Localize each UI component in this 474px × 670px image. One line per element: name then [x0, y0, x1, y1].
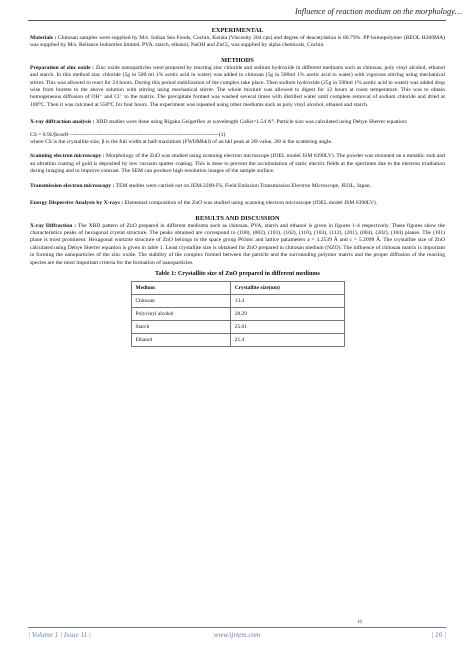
cell-medium: Ethanol	[131, 334, 230, 347]
cell-medium: Chitosan	[131, 295, 230, 308]
cell-size: 21.4	[230, 334, 344, 347]
footer-volume-issue: | Volume 1 | Issue 11 |	[28, 631, 91, 639]
equation-debye-scherrer: CS = 0.9λ/βcosΘ --------------------------------------------------------------------------------(1)	[30, 131, 226, 138]
table-caption: Table 1: Crystallite size of ZnO prepared in different mediums	[155, 269, 320, 277]
label-sem: Scanning electron microscopy :	[30, 153, 105, 160]
cell-size: 25.01	[230, 321, 344, 334]
text-eds: Elemental composition of the ZnO was studied using scanning electron microscope (JOEL model JSM 6390LV).	[123, 200, 378, 207]
text-preparation: Zinc oxide nanoparticles were prepared by reacting zinc chloride and sodium hydroxide in different mediums such as chitosan, poly vinyl alcohol, ethanol and starch. In this method zinc chloride (5g in 500 ml 1% acetic acid in water) was added to chitosan (5g in 500ml 1% acetic acid in water) with vigorous stirring using mechanical stirrer. This was allowed to react for 24 hours. During this period stabilization of the complex take place. Then sodium hydroxide (25g in 500ml 1% acetic acid in water) was added drop wise from burette to the above solution with stirring using mechanical stirrer. The whole mixture was allowed to digest for 12 hours at room temperature. This was to obtain homogeneous diffusion of OH⁻ and Cl⁻ to the matrix. The precipitate formed was washed several times with distilled water until complete removal of sodium chloride and dried at 100⁰C. Then it was calcined at 550⁰C for four hours. The experiment was repeated using other mediums such as poly vinyl alcohol, ethanol and starch.	[30, 64, 445, 108]
paragraph-preparation	[30, 65, 445, 109]
table-row	[131, 334, 344, 347]
table-row	[131, 321, 344, 334]
label-xrd-analysis: X-ray diffraction analysis :	[30, 119, 95, 126]
section-title-methods: METHODS	[221, 56, 254, 64]
paragraph-xrd-analysis	[30, 119, 445, 126]
footer-rule	[28, 627, 446, 628]
header-rule	[28, 20, 446, 21]
crystallite-size-table	[131, 281, 345, 347]
label-materials: Materials :	[30, 35, 57, 41]
text-xrd-analysis: XRD studies were done using Rigaku Geigerflex at wavelength CuKα=1.54 A⁰. Particle size was calculated using Debye Sherrer equation:	[94, 119, 408, 126]
running-title: Influence of reaction medium on the morphology…	[294, 7, 462, 16]
equation-explanation: where CS is the crystallite size, β is the full width at half-maximum (FWHMhkl) of an hkl peak at 2Θ value, 2Θ is the scattering angle.	[30, 139, 333, 146]
table-row	[131, 295, 344, 308]
paragraph-sem	[30, 153, 445, 175]
text-tem: TEM studies were carried out on JEM-2200-FS, Field Emission Transmission Electron Microscope, JEOL, Japan.	[114, 182, 371, 189]
paragraph-tem	[30, 183, 445, 190]
text-xrd-results: The XRD pattern of ZnO prepared in different mediums such as chitosan, PVA, starch and ethanol is given in figures 1-4 respectively. These figures show the characteristics peaks of hexagonal crystal structure. The peaks obtained are correspond to (100), (002), (101), (102), (110), (103), (112), (201), (004), (202), (104) planes. The (101) plane is most prominent. Hexagonal wurtzite structure of ZnO belongs to the space group P63mc and lattice parameters a = 3.2539 Å and c = 5.2098 Å. The crystallite size of ZnO calculated using Debye Sherrer equation is given in table 1. Least crystallite size is obtained for ZnO prepared in chitosan medium (NZO). The influence of chitosan matrix is important in forming the nanoparticles of the zinc oxide. The stability of the complex formed between the particle and the surrounding polymer matrix and the proper diffusion of the reacting species are the most important criteria for the formation of nanoparticles.	[30, 222, 445, 266]
paragraph-xrd-results	[30, 223, 445, 267]
paragraph-materials	[30, 35, 445, 50]
footer-page-number: | 16 |	[431, 631, 446, 639]
cell-medium: Polyvinyl alcohol	[131, 308, 230, 321]
table-row	[131, 308, 344, 321]
section-title-experimental: EXPERIMENTAL	[211, 27, 264, 34]
page-mark: 16	[357, 620, 362, 625]
label-eds: Energy Dispersive Analysis by X-rays :	[30, 200, 124, 207]
table-header-row	[131, 282, 344, 295]
cell-medium: Starch	[131, 321, 230, 334]
cell-size: 28.29	[230, 308, 344, 321]
article-body	[30, 27, 445, 347]
label-tem: Transmission electron microscopy :	[30, 182, 115, 189]
paragraph-eds	[30, 200, 445, 207]
page-footer	[28, 631, 446, 641]
section-title-results: RESULTS AND DISCUSSION	[195, 214, 280, 222]
column-header-size: Crystallite size(nm)	[230, 282, 344, 295]
cell-size: 13.4	[230, 295, 344, 308]
column-header-medium: Medium	[131, 282, 230, 295]
text-materials: Chitosan samples were supplied by M/s. Indian Sea Foods, Cochin, Kerala (Viscosity 304 cps) and degree of deacetylation is 80.79%. PP homopolymer (REOL H200MA) was supplied by M/s. Reliance Industries limited. PVA, starch, ethanol, NaOH and ZnCl₂ was supplied by alpha chemicals, Cochin.	[30, 35, 445, 49]
label-preparation: Preparation of zinc oxide :	[30, 64, 95, 71]
text-sem: Morphology of the ZnO was studied using scanning electron microscope (JOEL model JSM 6390LV). The powder was mounted on a metallic stub and an ultrathin coating of gold is deposited by low vacuum sputter coating. This is done to prevent the accumulation of static electric fields at the specimen due to the electron irradiation during imaging and to improve contrast. The SEM can produce high resolution images of the sample surface.	[30, 153, 445, 175]
label-xrd-results: X-ray Diffraction :	[30, 222, 77, 229]
footer-website-link[interactable]: www.ijrtem.com	[213, 631, 261, 639]
